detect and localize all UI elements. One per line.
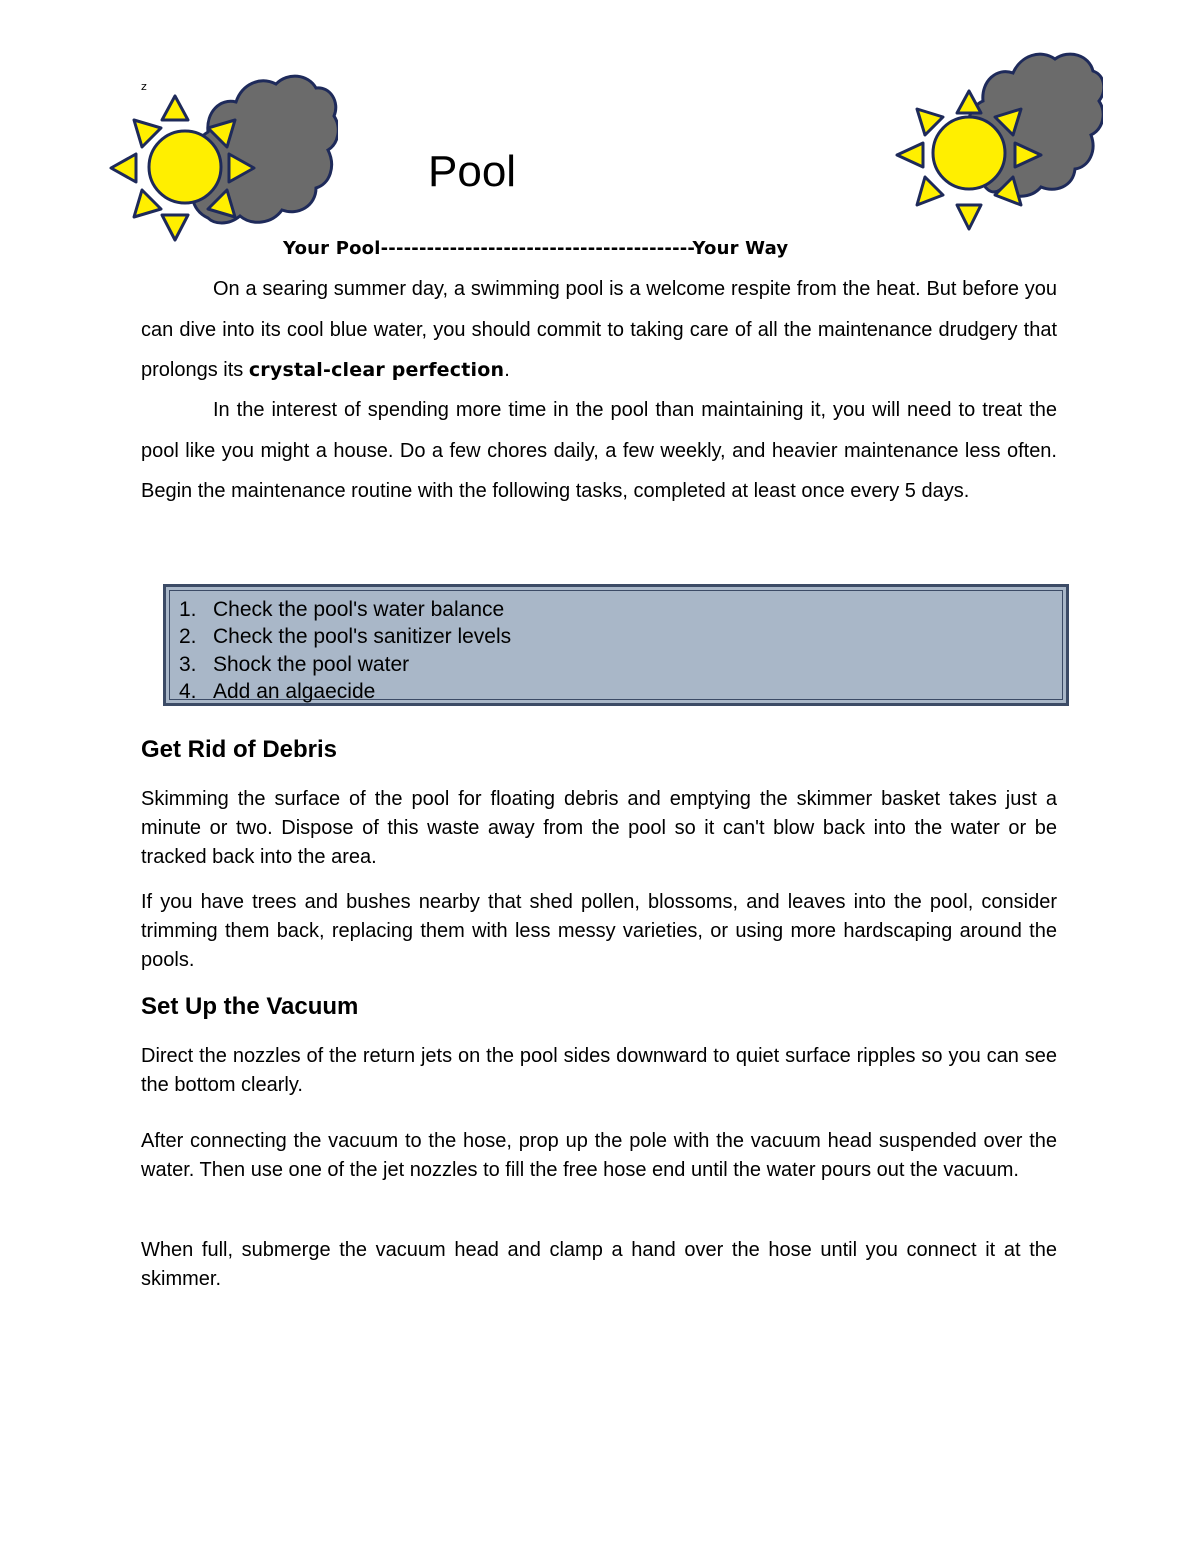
intro-p1-text: On a searing summer day, a swimming pool is a welcome respite from the heat. But before you can dive into its cool blue water, you should commit to taking care of all the maintenance drudgery that prolongs its	[141, 278, 1057, 381]
sun-cloud-icon-left	[108, 60, 338, 245]
vacuum-paragraph-3: When full, submerge the vacuum head and clamp a hand over the hose until you connect it at the skimmer.	[141, 1239, 1057, 1290]
task-item	[170, 596, 1062, 623]
task-number: 1.	[179, 598, 197, 621]
vacuum-paragraph-1: Direct the nozzles of the return jets on the pool sides downward to quiet surface ripples so you can see the bottom clearly.	[141, 1045, 1057, 1096]
task-text: Check the pool's sanitizer levels	[213, 625, 512, 649]
sun-cloud-icon-right	[893, 47, 1103, 235]
section-heading-debris: Get Rid of Debris	[141, 736, 338, 763]
task-number: 3.	[179, 652, 197, 676]
task-number: 2.	[179, 625, 197, 649]
intro-p2-text: In the interest of spending more time in the pool than maintaining it, you will need to treat the pool like you might a house. Do a few chores daily, a few weekly, and heavier maintenance less often. Begin the maintenance routine with the following tasks, completed at least once every 5 days.	[141, 399, 1057, 502]
task-list-box	[163, 584, 1069, 706]
task-item	[170, 678, 1062, 705]
task-text: Check the pool's water balance	[213, 598, 505, 621]
intro-paragraph-1	[141, 269, 1057, 391]
intro-p1-bold: crystal-clear perfection	[248, 359, 505, 381]
task-text: Add an algaecide	[213, 679, 376, 703]
task-text: Shock the pool water	[213, 652, 410, 676]
vacuum-paragraph-2: After connecting the vacuum to the hose, prop up the pole with the vacuum head suspended over the water. Then use one of the jet nozzles to fill the free hose end until the water pours out the vacuum.	[141, 1130, 1057, 1181]
task-item	[170, 651, 1062, 678]
intro-paragraph-2	[141, 390, 1057, 512]
section-heading-vacuum: Set Up the Vacuum	[141, 993, 359, 1020]
tagline: Your Pool-----------------------------------------Your Way	[283, 238, 789, 259]
debris-paragraph-1: Skimming the surface of the pool for floating debris and emptying the skimmer basket takes just a minute or two. Dispose of this waste away from the pool so it can't blow back into the water or be tracked back into the area.	[141, 788, 1057, 868]
task-list	[170, 596, 1062, 705]
document-title: Pool	[428, 147, 517, 196]
task-item	[170, 623, 1062, 650]
debris-paragraph-2: If you have trees and bushes nearby that shed pollen, blossoms, and leaves into the pool, consider trimming them back, replacing them with less messy varieties, or using more hardscaping around the pools.	[141, 891, 1057, 971]
intro-p1-end: .	[504, 359, 510, 381]
task-number: 4.	[179, 679, 197, 703]
corner-mark: z	[141, 80, 147, 93]
